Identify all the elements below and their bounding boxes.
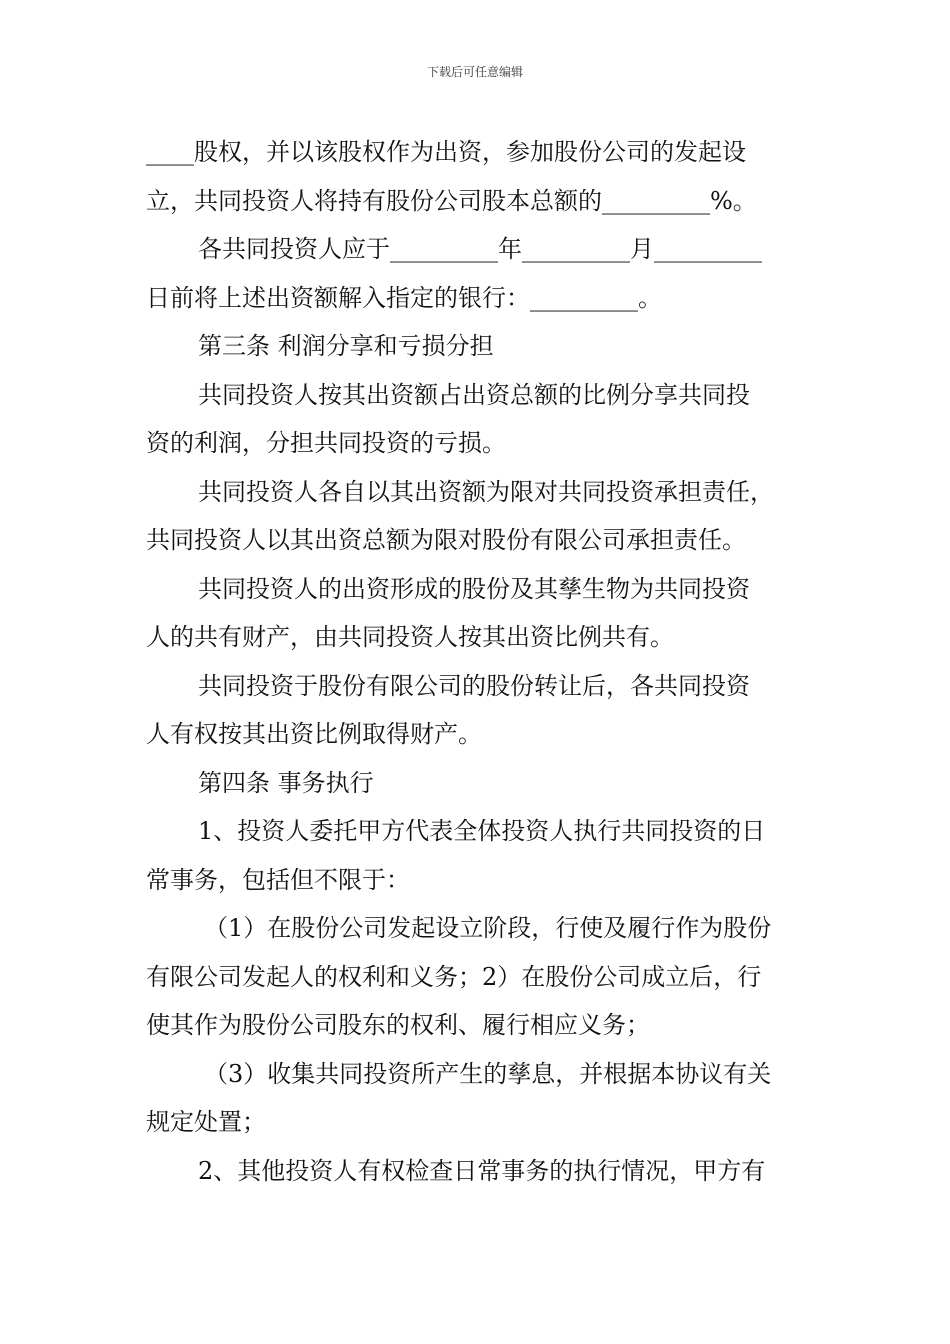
section-heading: 第三条 利润分享和亏损分担: [198, 332, 494, 360]
text-line: 1、投资人委托甲方代表全体投资人执行共同投资的日: [198, 817, 766, 845]
text-line: ____股权，并以该股权作为出资，参加股份公司的发起设: [146, 138, 746, 166]
section-heading: 第四条 事务执行: [198, 768, 374, 797]
text-line: 资的利润，分担共同投资的亏损。: [146, 429, 506, 457]
text-line: 各共同投资人应于_________年_________月_________: [198, 235, 762, 263]
text-line: 共同投资人各自以其出资额为限对共同投资承担责任，: [198, 477, 774, 506]
text-line: 共同投资于股份有限公司的股份转让后，各共同投资: [198, 671, 750, 700]
text-line: （1）在股份公司发起设立阶段，行使及履行作为股份: [204, 914, 772, 942]
text-line: 共同投资人的出资形成的股份及其孳生物为共同投资: [198, 574, 750, 603]
text-line: 2、其他投资人有权检查日常事务的执行情况，甲方有: [198, 1156, 766, 1185]
text-line: （3）收集共同投资所产生的孳息，并根据本协议有关: [204, 1059, 772, 1088]
text-line: 共同投资人以其出资总额为限对股份有限公司承担责任。: [146, 526, 746, 554]
page-header: 下载后可任意编辑: [426, 65, 523, 79]
text-line: 规定处置；: [146, 1108, 266, 1136]
text-line: 日前将上述出资额解入指定的银行：_________。: [146, 283, 662, 312]
text-line: 人有权按其出资比例取得财产。: [146, 720, 482, 748]
text-line: 共同投资人按其出资额占出资总额的比例分享共同投: [198, 380, 750, 409]
text-line: 常事务，包括但不限于：: [146, 865, 410, 894]
text-line: 立，共同投资人将持有股份公司股本总额的_________%。: [146, 186, 757, 215]
text-line: 使其作为股份公司股东的权利、履行相应义务；: [146, 1011, 650, 1039]
text-line: 有限公司发起人的权利和义务；2）在股份公司成立后，行: [146, 962, 762, 991]
text-line: 人的共有财产，由共同投资人按其出资比例共有。: [146, 623, 674, 651]
document-body: [146, 128, 816, 1195]
